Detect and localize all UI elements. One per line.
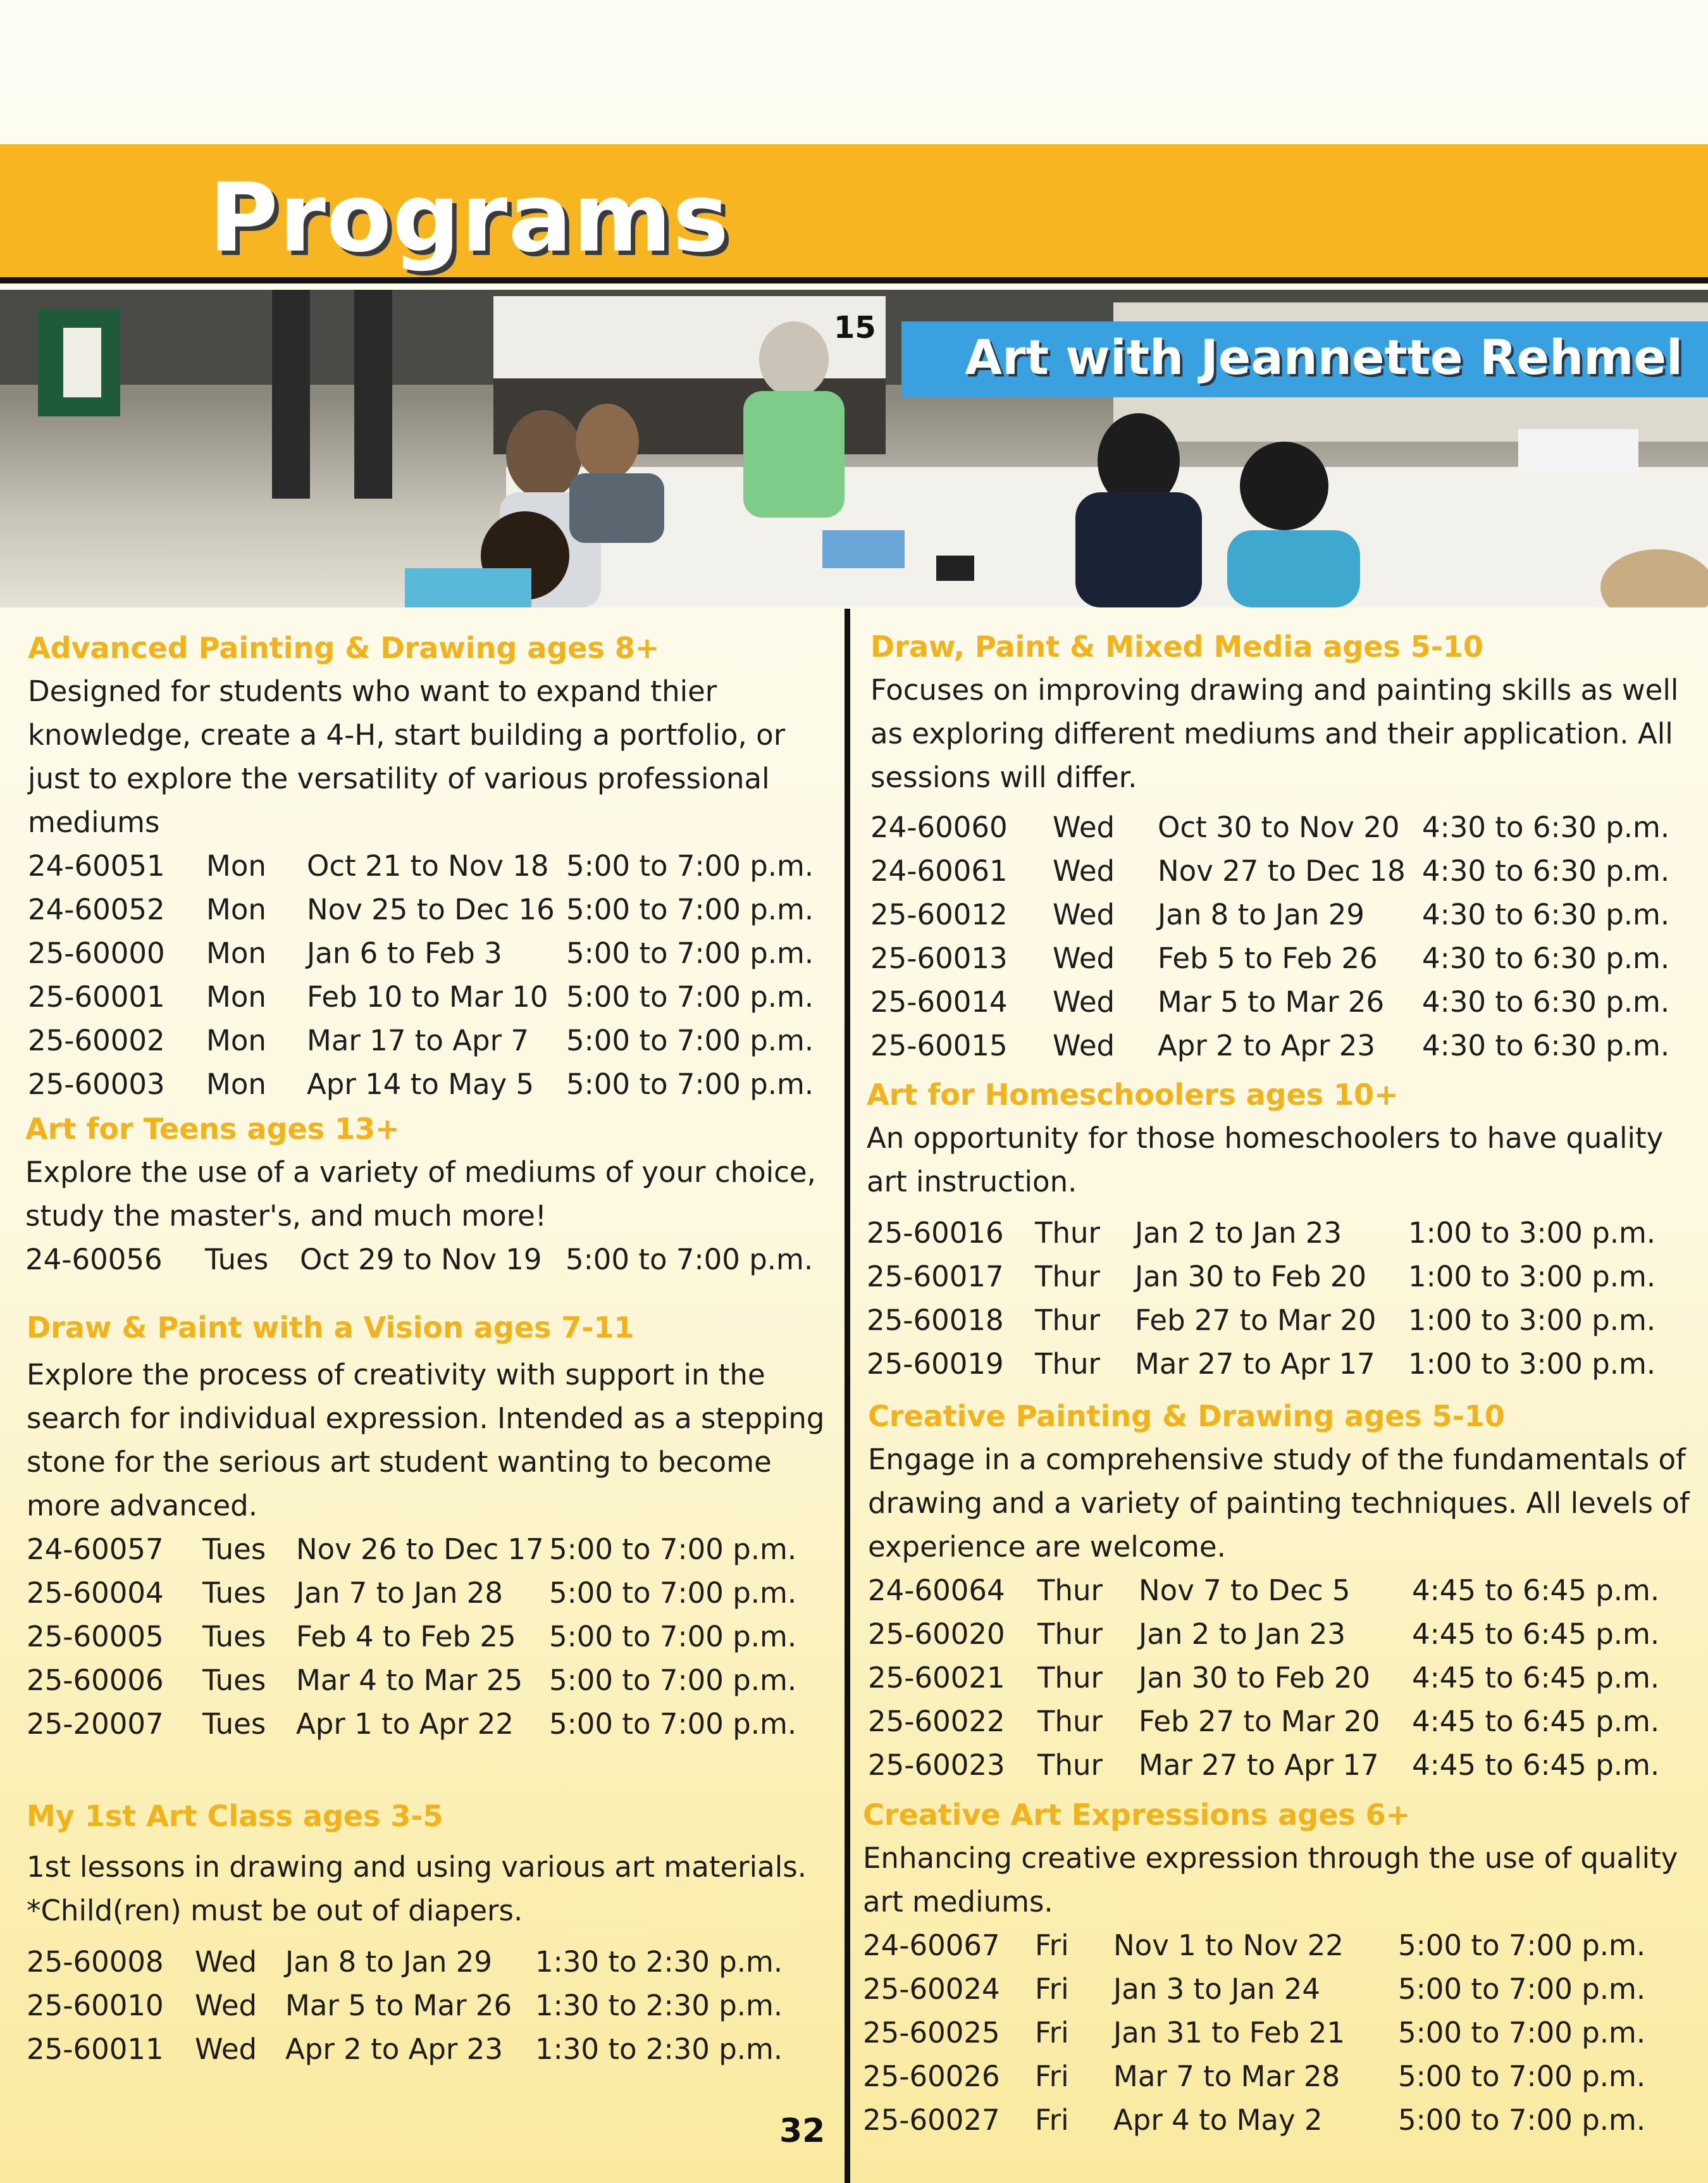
time: 5:00 to 7:00 p.m.: [566, 849, 814, 883]
schedule-row: [863, 2011, 1645, 2055]
course-number: 25-60013: [870, 942, 1008, 975]
program-creative-painting-drawing: [868, 1395, 1693, 1787]
schedule-row: [28, 975, 814, 1019]
time: 4:45 to 6:45 p.m.: [1412, 1748, 1660, 1782]
course-number: 25-60020: [868, 1617, 1005, 1651]
dates: Mar 27 to Apr 17: [1135, 1347, 1375, 1381]
course-number: 24-60061: [870, 854, 1008, 888]
schedule-row: [868, 1700, 1659, 1743]
schedule-row: [27, 1658, 796, 1702]
program-title: Advanced Painting & Drawing ages 8+: [28, 631, 660, 665]
program-draw-paint-mixed-media: [870, 625, 1693, 1067]
dates: Nov 26 to Dec 17: [296, 1533, 544, 1566]
schedule-row: [863, 1924, 1645, 1967]
time: 4:45 to 6:45 p.m.: [1412, 1617, 1660, 1651]
schedule-row: [870, 893, 1669, 936]
course-number: 25-60011: [27, 2032, 164, 2066]
program-title: Art for Teens ages 13+: [25, 1112, 400, 1146]
schedule-table: [27, 1527, 796, 1746]
course-number: 24-60067: [863, 1929, 1000, 1962]
course-number: 25-20007: [27, 1707, 164, 1741]
dates: Apr 2 to Apr 23: [1158, 1029, 1375, 1062]
day: Tues: [202, 1533, 266, 1566]
course-number: 25-60023: [868, 1748, 1005, 1782]
time: 5:00 to 7:00 p.m.: [566, 980, 814, 1014]
course-number: 25-60018: [867, 1303, 1004, 1337]
program-my-1st-art-class: [27, 1794, 838, 2071]
time: 4:30 to 6:30 p.m.: [1422, 811, 1670, 844]
course-number: 24-60057: [27, 1533, 164, 1566]
day: Mon: [206, 849, 266, 883]
day: Mon: [206, 1024, 266, 1057]
day: Wed: [195, 1945, 257, 1979]
time: 4:30 to 6:30 p.m.: [1422, 1029, 1670, 1062]
dates: Jan 2 to Jan 23: [1135, 1216, 1342, 1250]
schedule-table: [25, 1238, 813, 1281]
course-number: 24-60060: [870, 811, 1008, 844]
schedule-row: [27, 1984, 783, 2027]
program-title: My 1st Art Class ages 3-5: [27, 1799, 443, 1833]
course-number: 25-60004: [27, 1576, 164, 1610]
course-number: 25-60006: [27, 1664, 164, 1697]
program-title: Creative Painting & Drawing ages 5-10: [868, 1399, 1505, 1433]
dates: Mar 5 to Mar 26: [1158, 985, 1385, 1019]
schedule-table: [868, 1569, 1659, 1787]
time: 5:00 to 7:00 p.m.: [566, 1024, 814, 1057]
course-number: 25-60002: [28, 1024, 165, 1057]
schedule-table: [27, 1940, 783, 2071]
course-number: 25-60005: [27, 1620, 164, 1653]
time: 1:30 to 2:30 p.m.: [535, 1989, 783, 2022]
time: 5:00 to 7:00 p.m.: [566, 1067, 814, 1101]
time: 4:30 to 6:30 p.m.: [1422, 898, 1670, 931]
program-description: Explore the process of creativity with support in the search for individual expression. Intended as a stepping stone for the serious art student wanting to become more advanced.: [27, 1358, 825, 1522]
day: Fri: [1035, 1929, 1069, 1962]
dates: Oct 29 to Nov 19: [300, 1243, 542, 1276]
time: 1:00 to 3:00 p.m.: [1408, 1216, 1656, 1250]
day: Thur: [1037, 1574, 1103, 1607]
day: Wed: [1053, 942, 1115, 975]
day: Thur: [1035, 1216, 1101, 1250]
day: Tues: [202, 1664, 266, 1697]
time: 5:00 to 7:00 p.m.: [549, 1576, 797, 1610]
day: Mon: [206, 936, 266, 970]
day: Mon: [206, 980, 266, 1014]
time: 4:30 to 6:30 p.m.: [1422, 942, 1670, 975]
schedule-row: [870, 1024, 1669, 1067]
day: Thur: [1035, 1347, 1101, 1381]
schedule-row: [870, 849, 1669, 893]
schedule-row: [28, 931, 814, 975]
time: 5:00 to 7:00 p.m.: [566, 1243, 814, 1276]
dates: Jan 6 to Feb 3: [307, 936, 502, 970]
dates: Apr 14 to May 5: [307, 1067, 535, 1101]
program-description: Engage in a comprehensive study of the fundamentals of drawing and a variety of painting techniques. All levels of experience are welcome.: [868, 1443, 1690, 1564]
course-number: 24-60052: [28, 893, 165, 926]
program-art-for-teens: [25, 1107, 835, 1281]
time: 1:00 to 3:00 p.m.: [1408, 1303, 1656, 1337]
day: Thur: [1037, 1617, 1103, 1651]
program-description: Focuses on improving drawing and painting skills as well as exploring different mediums and their application. All sessions will differ.: [870, 673, 1679, 794]
schedule-table: [870, 805, 1669, 1067]
schedule-row: [28, 1062, 814, 1106]
time: 5:00 to 7:00 p.m.: [549, 1664, 797, 1697]
day: Thur: [1035, 1260, 1101, 1293]
day: Thur: [1037, 1748, 1103, 1782]
program-description: An opportunity for those homeschoolers to have quality art instruction.: [867, 1121, 1664, 1198]
photo-number: 15: [834, 310, 876, 345]
schedule-row: [870, 805, 1669, 849]
schedule-row: [27, 1571, 796, 1615]
dates: Feb 4 to Feb 25: [296, 1620, 516, 1653]
program-creative-art-expressions: [863, 1793, 1693, 2142]
dates: Nov 25 to Dec 16: [307, 893, 555, 926]
time: 4:45 to 6:45 p.m.: [1412, 1574, 1660, 1607]
page-number: 32: [779, 2112, 826, 2150]
schedule-row: [863, 1967, 1645, 2011]
time: 5:00 to 7:00 p.m.: [1398, 2016, 1646, 2049]
day: Thur: [1037, 1661, 1103, 1695]
time: 5:00 to 7:00 p.m.: [549, 1620, 797, 1653]
dates: Mar 5 to Mar 26: [285, 1989, 512, 2022]
dates: Jan 30 to Feb 20: [1139, 1661, 1370, 1695]
time: 5:00 to 7:00 p.m.: [549, 1533, 797, 1566]
schedule-table: [867, 1211, 1655, 1386]
course-number: 25-60000: [28, 936, 165, 970]
dates: Oct 21 to Nov 18: [307, 849, 549, 883]
dates: Nov 1 to Nov 22: [1113, 1929, 1344, 1962]
instructor-name: Art with Jeannette Rehmel: [965, 329, 1683, 385]
day: Tues: [202, 1707, 266, 1741]
program-description: Designed for students who want to expand thier knowledge, create a 4-H, start building a portfolio, or just to explore the versatility of various professional mediums: [28, 675, 786, 839]
schedule-row: [25, 1238, 813, 1281]
day: Fri: [1035, 1972, 1069, 2006]
course-number: 25-60016: [867, 1216, 1004, 1250]
time: 5:00 to 7:00 p.m.: [566, 936, 814, 970]
course-number: 25-60014: [870, 985, 1008, 1019]
dates: Apr 2 to Apr 23: [285, 2032, 503, 2066]
course-number: 25-60026: [863, 2060, 1000, 2093]
schedule-row: [27, 1940, 783, 1984]
program-draw-paint-vision: [27, 1306, 838, 1746]
course-number: 24-60064: [868, 1574, 1005, 1607]
course-number: 25-60025: [863, 2016, 1000, 2049]
schedule-row: [868, 1743, 1659, 1787]
schedule-row: [27, 2027, 783, 2071]
dates: Oct 30 to Nov 20: [1158, 811, 1400, 844]
course-number: 25-60012: [870, 898, 1008, 931]
program-title: Draw, Paint & Mixed Media ages 5-10: [870, 630, 1483, 664]
course-number: 24-60051: [28, 849, 165, 883]
day: Thur: [1037, 1705, 1103, 1738]
day: Mon: [206, 893, 266, 926]
page-title: Programs: [209, 163, 730, 273]
program-art-for-homeschoolers: [867, 1073, 1693, 1386]
dates: Jan 8 to Jan 29: [285, 1945, 493, 1979]
class-photo: [0, 290, 1708, 607]
course-number: 25-60021: [868, 1661, 1005, 1695]
time: 5:00 to 7:00 p.m.: [1398, 2103, 1646, 2137]
schedule-row: [870, 980, 1669, 1024]
time: 5:00 to 7:00 p.m.: [566, 893, 814, 926]
time: 1:00 to 3:00 p.m.: [1408, 1260, 1656, 1293]
dates: Mar 4 to Mar 25: [296, 1664, 523, 1697]
dates: Jan 30 to Feb 20: [1135, 1260, 1366, 1293]
course-number: 25-60027: [863, 2103, 1000, 2137]
dates: Nov 27 to Dec 18: [1158, 854, 1406, 888]
course-number: 24-60056: [25, 1243, 163, 1276]
time: 4:30 to 6:30 p.m.: [1422, 854, 1670, 888]
dates: Feb 27 to Mar 20: [1135, 1303, 1377, 1337]
schedule-row: [867, 1211, 1655, 1255]
photo-caption-badge: [901, 321, 1708, 397]
dates: Jan 31 to Feb 21: [1113, 2016, 1345, 2049]
dates: Jan 3 to Jan 24: [1113, 1972, 1321, 2006]
day: Tues: [202, 1576, 266, 1610]
time: 5:00 to 7:00 p.m.: [1398, 2060, 1646, 2093]
dates: Mar 7 to Mar 28: [1113, 2060, 1340, 2093]
day: Mon: [206, 1067, 266, 1101]
day: Tues: [202, 1620, 266, 1653]
schedule-row: [868, 1612, 1659, 1656]
dates: Jan 7 to Jan 28: [296, 1576, 504, 1610]
schedule-row: [868, 1656, 1659, 1700]
dates: Nov 7 to Dec 5: [1139, 1574, 1351, 1607]
schedule-row: [27, 1527, 796, 1571]
schedule-row: [867, 1342, 1655, 1386]
dates: Mar 17 to Apr 7: [307, 1024, 529, 1057]
schedule-row: [863, 2098, 1645, 2142]
program-description: 1st lessons in drawing and using various art materials. *Child(ren) must be out of diapers.: [27, 1850, 807, 1927]
day: Fri: [1035, 2060, 1069, 2093]
course-number: 25-60022: [868, 1705, 1005, 1738]
schedule-row: [867, 1298, 1655, 1342]
schedule-row: [28, 888, 814, 931]
program-description: Explore the use of a variety of mediums of your choice, study the master's, and much more!: [25, 1155, 816, 1233]
course-number: 25-60010: [27, 1989, 164, 2022]
schedule-table: [28, 844, 814, 1106]
dates: Jan 8 to Jan 29: [1158, 898, 1365, 931]
day: Thur: [1035, 1303, 1101, 1337]
schedule-row: [868, 1569, 1659, 1612]
title-banner: [0, 144, 1708, 283]
day: Wed: [195, 2032, 257, 2066]
day: Fri: [1035, 2103, 1069, 2137]
dates: Feb 27 to Mar 20: [1139, 1705, 1380, 1738]
time: 5:00 to 7:00 p.m.: [1398, 1929, 1646, 1962]
schedule-row: [867, 1255, 1655, 1298]
program-title: Draw & Paint with a Vision ages 7-11: [27, 1310, 634, 1345]
dates: Apr 4 to May 2: [1113, 2103, 1323, 2137]
time: 4:30 to 6:30 p.m.: [1422, 985, 1670, 1019]
schedule-row: [863, 2055, 1645, 2098]
time: 5:00 to 7:00 p.m.: [1398, 1972, 1646, 2006]
day: Tues: [205, 1243, 269, 1276]
schedule-row: [27, 1615, 796, 1658]
schedule-row: [28, 1019, 814, 1062]
day: Wed: [1053, 854, 1115, 888]
course-number: 25-60019: [867, 1347, 1004, 1381]
course-number: 25-60008: [27, 1945, 164, 1979]
time: 5:00 to 7:00 p.m.: [549, 1707, 797, 1741]
dates: Mar 27 to Apr 17: [1139, 1748, 1379, 1782]
day: Wed: [1053, 1029, 1115, 1062]
time: 1:30 to 2:30 p.m.: [535, 1945, 783, 1979]
day: Wed: [1053, 898, 1115, 931]
course-number: 25-60017: [867, 1260, 1004, 1293]
time: 1:30 to 2:30 p.m.: [535, 2032, 783, 2066]
schedule-row: [27, 1702, 796, 1746]
dates: Feb 5 to Feb 26: [1158, 942, 1378, 975]
course-number: 25-60024: [863, 1972, 1000, 2006]
program-advanced-painting: [28, 626, 831, 1106]
time: 4:45 to 6:45 p.m.: [1412, 1705, 1660, 1738]
course-number: 25-60015: [870, 1029, 1008, 1062]
column-divider: [845, 609, 850, 2183]
schedule-table: [863, 1924, 1645, 2142]
day: Wed: [1053, 811, 1115, 844]
dates: Apr 1 to Apr 22: [296, 1707, 514, 1741]
course-number: 25-60003: [28, 1067, 165, 1101]
time: 1:00 to 3:00 p.m.: [1408, 1347, 1656, 1381]
day: Wed: [1053, 985, 1115, 1019]
dates: Jan 2 to Jan 23: [1139, 1617, 1346, 1651]
schedule-row: [870, 936, 1669, 980]
program-title: Creative Art Expressions ages 6+: [863, 1798, 1411, 1832]
day: Fri: [1035, 2016, 1069, 2049]
time: 4:45 to 6:45 p.m.: [1412, 1661, 1660, 1695]
dates: Feb 10 to Mar 10: [307, 980, 548, 1014]
course-number: 25-60001: [28, 980, 165, 1014]
day: Wed: [195, 1989, 257, 2022]
schedule-row: [28, 844, 814, 888]
program-description: Enhancing creative expression through the use of quality art mediums.: [863, 1841, 1678, 1919]
program-title: Art for Homeschoolers ages 10+: [867, 1078, 1399, 1112]
